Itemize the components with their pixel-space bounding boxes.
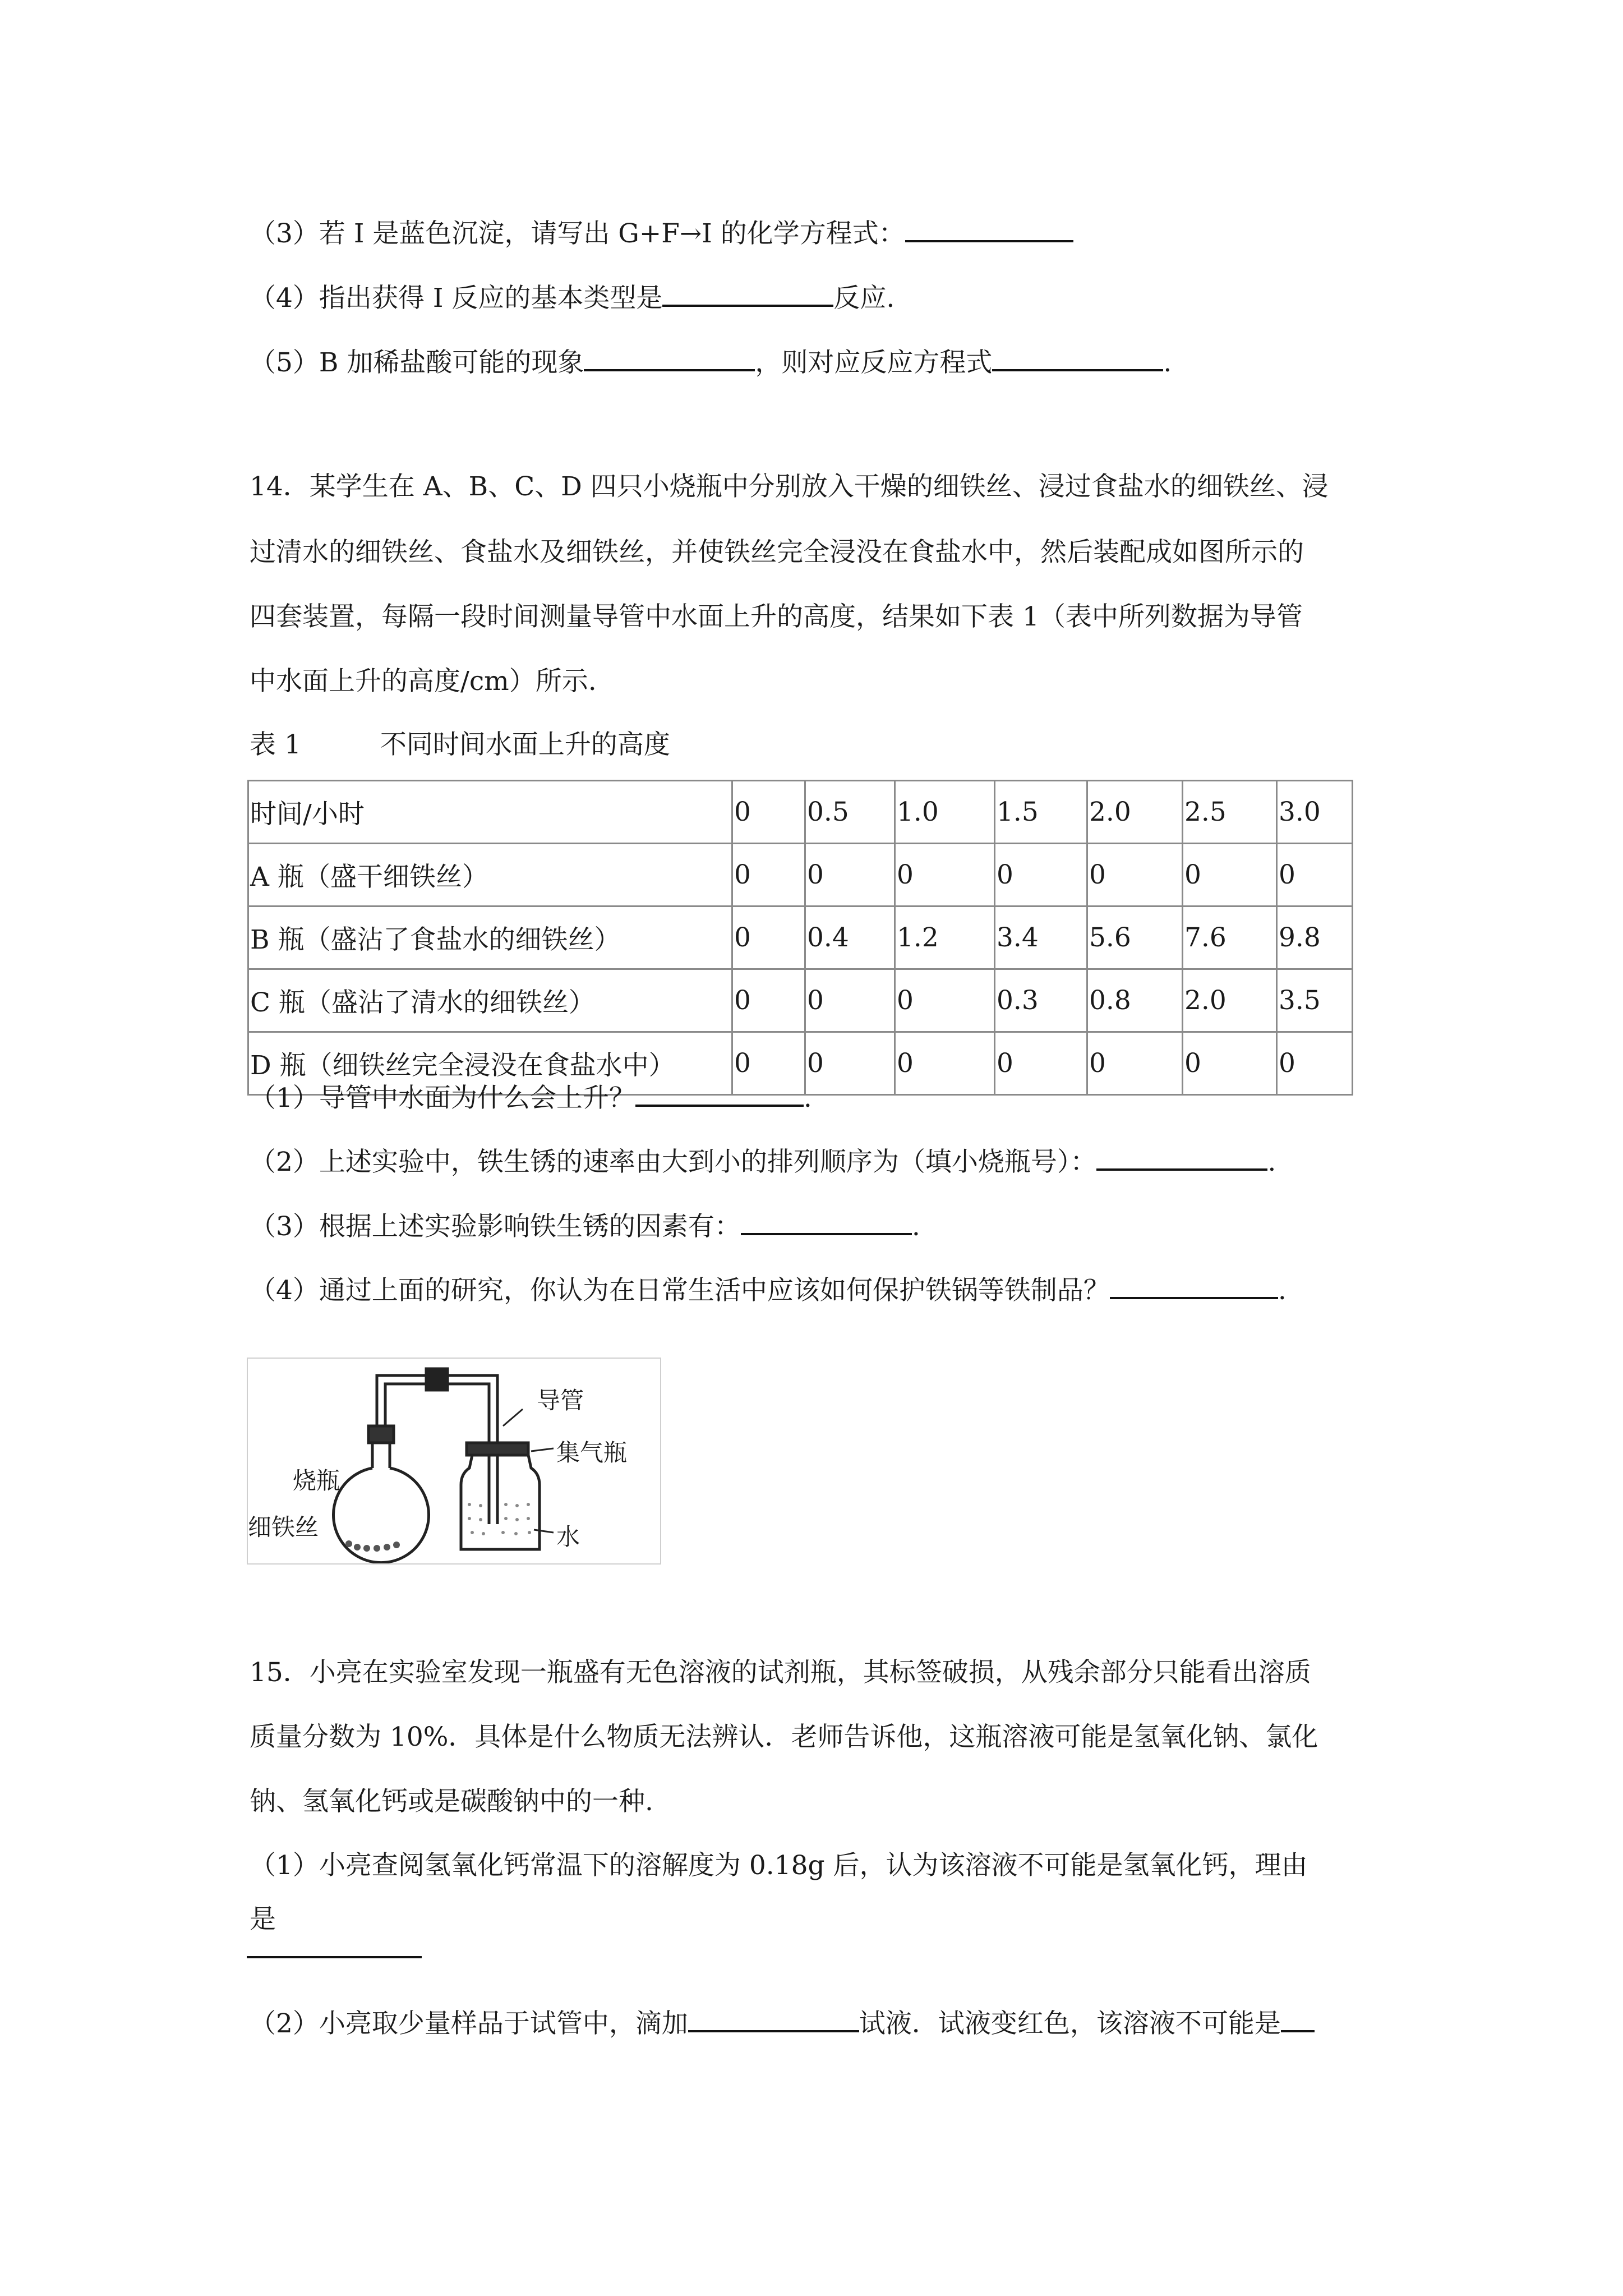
table-cell: 0.8 [1087,969,1183,1032]
table-cell: 0 [1183,844,1277,907]
table-cell: 3.0 [1277,781,1353,844]
table-row [248,844,1353,907]
answer-blank[interactable] [1110,1271,1278,1299]
q15-intro-line: 15．小亮在实验室发现一瓶盛有无色溶液的试剂瓶，其标签破损，从残余部分只能看出溶质 [250,1657,1311,1688]
q14-item2: （2）上述实验中，铁生锈的速率由大到小的排列顺序为（填小烧瓶号）： . [250,1143,1276,1179]
q14-item3: （3）根据上述实验影响铁生锈的因素有： . [250,1207,920,1244]
table-cell: 3.4 [995,907,1087,969]
table-cell: 0.4 [805,907,895,969]
table-cell: 0 [1087,1032,1183,1095]
answer-blank[interactable] [584,343,755,371]
table-header-row [248,781,1353,844]
answer-blank[interactable] [688,2004,859,2032]
table-cell: A 瓶（盛干细铁丝） [248,844,732,907]
table-cell: 0 [805,969,895,1032]
q14-item4: （4）通过上面的研究，你认为在日常生活中应该如何保护铁锅等铁制品？ . [250,1271,1287,1308]
data-table [247,780,1353,1096]
table-cell: 0 [732,781,805,844]
table-cell: 0 [732,969,805,1032]
table-cell: 1.2 [895,907,995,969]
table-cell: 0 [895,844,995,907]
table-cell: 0 [895,1032,995,1095]
q14-intro-line: 中水面上升的高度/cm）所示. [250,666,597,697]
table-cell: 0 [995,1032,1087,1095]
label-flask: 烧瓶 [293,1467,340,1494]
table-cell: D 瓶（细铁丝完全浸没在食盐水中） [248,1032,732,1095]
answer-blank[interactable] [635,1079,804,1107]
q13-item5: （5）B 加稀盐酸可能的现象 ，则对应反应方程式 . [250,343,1172,380]
q15-item1-cont: 是 [250,1904,276,1935]
answer-blank[interactable] [992,343,1163,371]
table-cell: 时间/小时 [248,781,732,844]
table-cell: C 瓶（盛沾了清水的细铁丝） [248,969,732,1032]
table-cell: 9.8 [1277,907,1353,969]
answer-blank[interactable] [1281,2004,1315,2032]
table-cell: 2.5 [1183,781,1277,844]
table-row [248,969,1353,1032]
answer-blank[interactable] [1096,1143,1267,1171]
table-cell: 0.3 [995,969,1087,1032]
answer-blank[interactable] [905,214,1073,242]
q13-item3: （3）若 I 是蓝色沉淀，请写出 G+F→I 的化学方程式： [250,214,1073,251]
q14-intro-line: 过清水的细铁丝、食盐水及细铁丝，并使铁丝完全浸没在食盐水中，然后装配成如图所示的 [250,537,1304,568]
table-cell: 0 [895,969,995,1032]
table-row [248,907,1353,969]
table-cell: 0.5 [805,781,895,844]
q14-intro-line: 14．某学生在 A、B、C、D 四只小烧瓶中分别放入干燥的细铁丝、浸过食盐水的细铁丝、浸 [250,471,1329,502]
table-cell: 0 [732,907,805,969]
label-tube: 导管 [537,1387,584,1414]
answer-blank[interactable] [662,279,833,307]
table-cell: 2.0 [1183,969,1277,1032]
table-cell: 0 [1277,1032,1353,1095]
table-cell: 0 [1087,844,1183,907]
q14-item1: （1）导管中水面为什么会上升？ . [250,1079,812,1115]
table-cell: 1.5 [995,781,1087,844]
table-cell: 1.0 [895,781,995,844]
table-cell: 2.0 [1087,781,1183,844]
table-cell: 5.6 [1087,907,1183,969]
table-cell: 7.6 [1183,907,1277,969]
table-cell: 0 [732,844,805,907]
label-gas-jar: 集气瓶 [556,1439,628,1466]
label-iron-wire: 细铁丝 [248,1513,319,1541]
label-water: 水 [556,1523,580,1550]
q15-item2: （2）小亮取少量样品于试管中，滴加 试液．试液变红色，该溶液不可能是 [250,2004,1315,2041]
apparatus-figure [247,1358,661,1565]
table-cell: 0 [995,844,1087,907]
answer-blank[interactable] [247,1956,422,1958]
q15-intro-line: 钠、氢氧化钙或是碳酸钠中的一种. [250,1786,653,1817]
table-cell: 3.5 [1277,969,1353,1032]
table-cell: 0 [805,1032,895,1095]
q13-item4: （4）指出获得 I 反应的基本类型是 反应. [250,279,895,315]
q15-item1: （1）小亮查阅氢氧化钙常温下的溶解度为 0.18g 后，认为该溶液不可能是氢氧化钙，理由 [250,1850,1308,1881]
table-caption: 表 1 不同时间水面上升的高度 [250,729,670,760]
q14-intro-line: 四套装置，每隔一段时间测量导管中水面上升的高度，结果如下表 1（表中所列数据为导管 [250,601,1303,632]
table-cell: B 瓶（盛沾了食盐水的细铁丝） [248,907,732,969]
answer-blank[interactable] [741,1207,912,1235]
table-cell: 0 [732,1032,805,1095]
q15-intro-line: 质量分数为 10%．具体是什么物质无法辨认．老师告诉他，这瓶溶液可能是氢氧化钠、氯化 [250,1722,1318,1752]
table-cell: 0 [805,844,895,907]
table-cell: 0 [1277,844,1353,907]
table-cell: 0 [1183,1032,1277,1095]
